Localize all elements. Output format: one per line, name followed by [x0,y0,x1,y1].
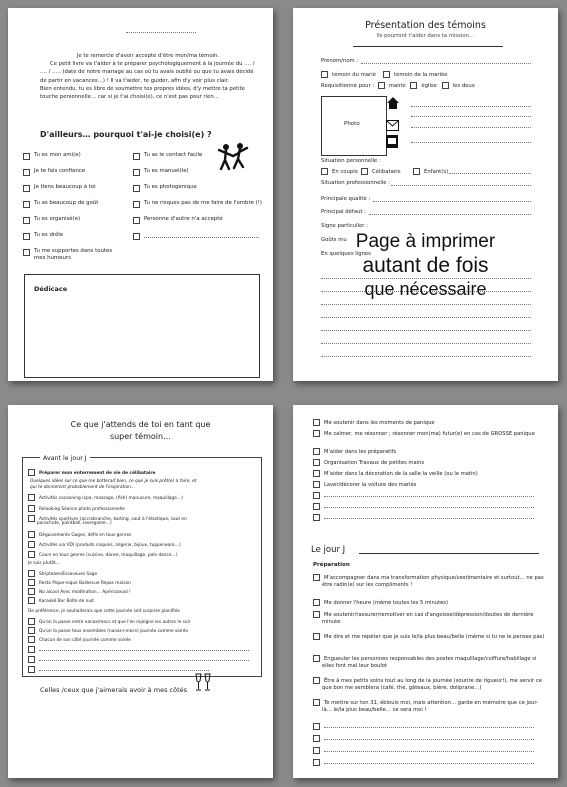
dotted-name-line [126,32,196,33]
activity-item[interactable]: Karaoké Bar Boîte de nuit [28,597,94,605]
task-item[interactable]: M'accompagner dans ma transformation physique/vestimentaire et surtout… ne pas être radin(e) sur les compliments ! [313,574,547,589]
page-expectations [8,405,273,778]
checklist-item[interactable] [23,248,123,263]
page-tasks [293,405,558,778]
item-label: Tu ne risques pas de me faire de l'ombre (!) [144,200,262,206]
page-subtitle: Ils pourront t'aider dans ta mission… [376,33,475,39]
preparation-heading: Préparation [313,562,350,568]
preference-line: De préférence, je souhaiterais que cette journée soit surprise planifiée [28,609,180,614]
checkbox[interactable] [133,185,140,192]
task-item[interactable]: Me soutenir/rassurer/remotiver en cas d'angoisse/dépression/doutes de dernière minute [313,611,547,626]
phone-line[interactable] [411,142,531,143]
intro-text [40,52,256,101]
intro-line-1: Je te remercie d'avoir accepté d'être mon/ma témoin. [76,53,220,59]
blank-item[interactable] [313,492,534,500]
intro-line-3: Bien entendu, tu es libre de soumettre tes propres idées, d'y mettre ta petite touche personnelle… car si je t'ai choisi(e), ce n'est pas pour rien… [40,85,245,101]
checklist-item[interactable] [133,184,197,192]
activity-item[interactable]: Activités cocooning (spa, massage, (fish) manucure, maquillage…) [28,494,183,502]
text-line[interactable] [321,304,531,305]
checkbox[interactable] [133,233,140,240]
text-line[interactable] [321,343,531,344]
task-item[interactable]: Me donner l'heure (même toutes les 5 minutes) [313,599,448,607]
checklist-item[interactable] [23,216,80,224]
avant-heading: Avant le jour J [40,455,90,464]
text-line[interactable] [321,330,531,331]
lignes-label: En quelques lignes [321,251,371,257]
checkbox[interactable] [23,185,30,192]
checkbox[interactable] [23,201,30,208]
checklist-item[interactable] [133,168,189,176]
item-label: Tu es organisé(e) [34,216,81,222]
page-witness-presentation [293,8,558,381]
task-item[interactable]: Me dire et me répéter que je suis le/la plus beau/belle (même si tu ne le penses pas) [313,633,547,641]
checkbox[interactable] [133,169,140,176]
item-label: Je te fais confiance [34,168,86,174]
task-item[interactable]: Te mettre sur ton 31, éblouis moi, mais attention… garde en mémoire que ce jour-là… le/la plus beau/belle… ce sera moi ! [313,699,547,714]
text-line[interactable] [321,317,531,318]
qualite-label: Principale qualité : [321,196,371,202]
text-line[interactable] [321,356,531,357]
envelope-icon [386,120,399,131]
option-temoin-marie[interactable]: témoin du marié [321,71,376,79]
task-item[interactable]: Me soutenir dans les moments de panique [313,419,435,427]
option-temoin-mariee[interactable]: témoin de la mariée [383,71,448,79]
item-label: Tu es photogénique [144,184,197,190]
prenom-label: Prénom/nom : [321,58,359,64]
blank-item[interactable] [28,646,249,654]
activity-item[interactable]: Cours en tous genres (cuisine, danse, maquillage, pole dance…) [28,551,178,559]
prep-item[interactable]: Préparer mon enterrement de vie de célibataire [28,469,155,477]
activity-item[interactable]: Resto Pique-nique Barbecue Repas maison [28,579,131,587]
task-item[interactable]: Être à mes petits soins tout au long de la journée (sourire de rigueur!), me servir ce que bon me semblera (café, thé, gâteaux, bière, doliprane…) [313,677,547,692]
item-label: Tu as beaucoup de goût [34,200,99,206]
print-notice [293,230,558,301]
task-item[interactable]: M'aider dans les préparatifs [313,448,396,456]
blank-item[interactable] [313,514,534,522]
prenom-field[interactable] [361,63,531,64]
blank-item[interactable] [313,759,534,767]
enfants-line[interactable] [449,173,531,174]
signe-label: Signe particulier : [321,223,368,229]
checklist-item[interactable] [23,184,96,192]
item-label: Tu es mon ami(e) [34,152,81,158]
page-thanks-choice [8,8,273,381]
activity-item[interactable]: Activités via VDI (produits coquins, lingerie, bijoux, tupperware…) [28,541,181,549]
activity-item[interactable]: No alcool Avec modération… Apéricooool ! [28,588,131,596]
dedicace-box[interactable] [24,274,260,378]
checkbox[interactable] [133,217,140,224]
blank-item[interactable] [28,656,249,664]
dancing-people-icon [216,142,250,174]
print-notice-line-1: Page à imprimer [355,231,496,252]
blank-item[interactable] [313,747,534,755]
print-notice-line-2: autant de fois [362,254,489,277]
address-line[interactable] [411,116,531,117]
checkbox[interactable] [23,169,30,176]
checklist-item-other[interactable] [133,232,259,240]
activity-item[interactable]: Chacun de son côté journée comme soirée [28,636,131,644]
situation-pro-line[interactable] [391,185,531,186]
ideas-line-1: Quelques idées sur ce que me botterait bien, ce que je suis prêt(e) à faire, et [30,479,197,484]
item-label: Tu es drôle [34,232,64,238]
title-underline [353,46,503,47]
activity-item-cont: parachute, paintball, lasergame…) [37,521,112,526]
checkbox[interactable] [133,153,140,160]
home-icon [386,96,400,110]
phone-icon [386,135,398,148]
choice-heading: D'ailleurs… pourquoi t'ai-je choisi(e) ? [40,130,212,139]
item-label: Tu es manuel(le) [144,168,189,174]
checkbox[interactable] [23,217,30,224]
activity-item[interactable]: Striptease/Essaveuse Sage [28,570,97,578]
jour-j-heading: Le jour J [311,545,346,555]
defaut-label: Principal défaut : [321,209,366,215]
task-item[interactable]: Engueuler les personnes responsables des postes maquillage/coiffure/habillage si elles font mal leur boulot [313,655,547,670]
email-line[interactable] [411,127,531,128]
jour-j-rule [359,553,539,554]
activity-item[interactable]: Déguisements Gages, défis en tous genres [28,531,131,539]
checklist-item[interactable] [23,168,85,176]
checklist-item[interactable] [23,232,63,240]
requisitionne-label: Réquisitionné pour : mairie église les deux [321,83,475,89]
dedicace-label: Dédicace [34,285,68,293]
checklist-item[interactable] [133,200,262,208]
activity-item[interactable]: Qu'on la passe tous ensembles (nanas+mecs) journée comme soirée [28,627,188,635]
checklist-item[interactable] [23,152,81,160]
item-label: Personne d'autre n'a accepté [144,216,223,222]
photo-label: Photo [344,121,360,127]
title-line-2: super témoin… [109,431,172,441]
option-en-couple[interactable]: En couple [321,168,358,176]
task-item[interactable]: Laver/décorer la voiture des mariés [313,481,416,489]
checkbox[interactable] [23,153,30,160]
checkbox[interactable] [133,201,140,208]
blank-item[interactable] [313,723,534,731]
activity-item[interactable]: Activités sportives (accrobranche, karting, saut à l'élastique, saut en [28,515,187,523]
page-title [8,419,273,442]
blank-item[interactable] [28,666,209,674]
option-enfants[interactable]: Enfant(s) [413,168,448,176]
celles-heading: Celles /ceux que j'aimerais avoir à mes côtés [40,686,188,694]
qualite-line[interactable] [373,201,531,202]
title-line-1: Ce que j'attends de toi en tant que [70,420,211,429]
checklist-item[interactable] [133,152,202,160]
checkbox[interactable] [23,249,30,256]
gouts-label: Goûts mu [321,237,347,243]
ideas-line-2: qui te donneront probablement de l'inspiration… [30,485,136,490]
checkbox[interactable] [23,233,30,240]
activity-item[interactable]: Relooking Séance photo professionnelle [28,505,125,513]
blank-item[interactable] [313,735,534,743]
checklist-item[interactable] [133,216,223,224]
item-label: Tu as le contact facile [144,152,203,158]
item-label: Tu me supportes dans toutes mes humeurs [34,248,113,262]
task-item[interactable]: Organisation Travaux de petites mains [313,459,424,467]
situation-label: Situation personnelle : [321,158,381,164]
photo-frame[interactable] [321,96,387,156]
address-line[interactable] [411,106,531,107]
checklist-item[interactable] [23,200,98,208]
task-item[interactable]: Me calmer, me résonner ; résonner mon(ma) futur(e) en cas de GROSSE panique [313,430,542,438]
other-line[interactable] [144,232,259,238]
page-title: Présentation des témoins [365,20,486,31]
situation-pro-label: Situation professionnelle : [321,180,391,186]
option-celibataire[interactable]: Célibataire [361,168,401,176]
blank-item[interactable] [313,503,534,511]
task-item[interactable]: M'aider dans la décoration de la salle la veille (ou le matin) [313,470,478,478]
item-label: Je tiens beaucoup à toi [34,184,96,190]
print-notice-line-3: que nécessaire [364,279,487,299]
plutot-label: Je suis plutôt… [28,561,60,566]
intro-line-2: Ce petit livre va t'aider à te préparer psychologiquement à la journée du …. / …. / ….. (date de notre mariage au cas où tu avais oublié ou que tu avais décidé de partir en vacances…) ! Il va t'aider, te guider, afin d'y voir plus clair. [40,61,255,84]
champagne-glasses-icon [192,671,214,693]
activity-item[interactable]: Qu'on la passe entre nanas/mecs et que l'on rejoigne les autres le soir [28,618,190,626]
defaut-line[interactable] [369,214,531,215]
